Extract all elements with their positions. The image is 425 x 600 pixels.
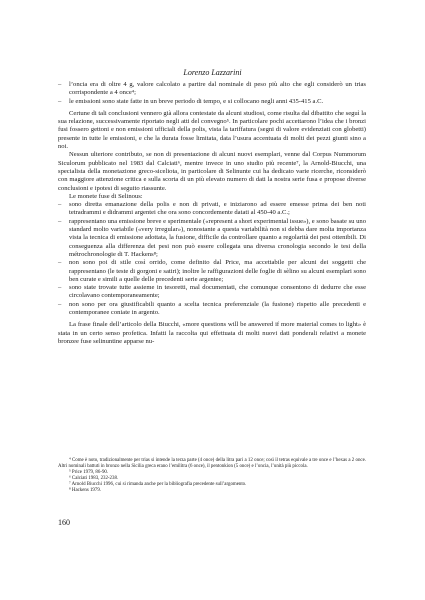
running-header-author: Lorenzo Lazzarini xyxy=(183,68,242,77)
footnote-7: ⁷ Arnold Biucchi 1996, cui si rimanda anche per la bibliografia precedente sull’argomento. xyxy=(69,482,247,488)
footnote-4: ⁴ Come è noto, tradizionalmente per trias si intende la terza parte (4 once) della litra pari a 12 once; così il tetras equivale a tre once e l’hexas a 2 once. Altri nominali battuti in bronzo nella Sicilia greca erano l’emilitra (6 once), il pentonkion (5 once) e l’oncia, l’unità più piccola. xyxy=(58,458,366,470)
paragraph-no-further-contribution: Nessun ulteriore contributo, se non di presentazione di alcuni nuovi esemplari, venne dal Corpus Nummorum Siculorum pubblicato nel 1983 dal Calciati⁶, mentre invece in uno studio più recente⁷, la Arnold-Biucchi, una specialista della monetazione greco-siceliota, in particolare di Selinunte cui ha dedicato varie ricerche, riconsiderò con maggiore attenzione critica e sulla scorta di un più elevato numero di dati la nostra serie fusa e propose diverse conclusioni e ipotesi di seguito riassunte. xyxy=(58,151,366,192)
footnotes xyxy=(58,458,366,495)
footnote-6: ⁶ Calciati 1983, 232-238. xyxy=(69,476,119,482)
body-text xyxy=(58,81,366,346)
footnote-5: ⁵ Price 1979, 86-90. xyxy=(69,470,109,476)
selinous-bullet-item: – sono state trovate tutte assieme in tesoretti, mal documentati, che comunque consentono di dedurre che esse circolavano contemporaneamente; xyxy=(58,284,366,301)
selinous-bullet-item: – non sono poi di stile così orrido, come definito dal Price, ma accettabile per alcuni dei soggetti che rappresentano (le teste di gorgoni e satiri); inoltre le raffigurazioni delle foglie di sèlino su alcuni esemplari sono ben curate e simili a quelle delle precedenti serie argentee; xyxy=(58,259,366,284)
selinous-bullet-item: – non sono per ora giustificabili quanto a scelta tecnica preferenziale (la fusione) rispetto alle precedenti e contemporanee coniate in argento. xyxy=(58,301,366,318)
selinous-bullet-item: – sono diretta emanazione della polis e non di privati, e iniziarono ad essere emesse prima dei ben noti tetradrammi e didrammi argentei che ora sono concordemente datati al 450-40 a.C.; xyxy=(58,201,366,218)
paragraph-final-phrase: La frase finale dell’articolo della Biucchi, «more questions will be answered if more material comes to light» è stata in un certo senso profetica. Infatti la raccolta qui effettuata di molti nuovi dati ponderali relativi a monete bronzee fuse selinuntine apparse nu- xyxy=(58,321,366,345)
intro-bullet-item: – l’oncia era di oltre 4 g, valore calcolato a partire dal nominale di peso più alto che egli considerò un trias corrispondente a 4 once⁴; xyxy=(58,81,366,98)
paragraph-selinous-intro: Le monete fuse di Selinous: xyxy=(69,192,143,200)
intro-bullet-list xyxy=(58,81,366,106)
selinous-bullet-item: – rappresentano una emissione breve e sperimentale («represent a short experimental issue»), e sono basate su uno standard molto variabile («very irregular»), nonostante a questa variabilità non si debba dare molta importanza vista la tecnica di emissione adottata, la fusione, difficile da controllare quanto a regolarità dei pesi ottenibili. Di conseguenza alla differenza dei pesi non può essere collegata una diversa cronologia secondo le tesi della métrochronologie di T. Hackens⁸; xyxy=(58,218,366,259)
intro-bullet-item: – le emissioni sono state fatte in un breve periodo di tempo, e si collocano negli anni 435-415 a.C. xyxy=(58,98,366,106)
selinous-bullet-list xyxy=(58,201,366,317)
page-number: 160 xyxy=(58,518,70,527)
footnote-8: ⁸ Hackens 1979. xyxy=(69,488,101,494)
paragraph-conclusions-contested: Certune di tali conclusioni vennero già allora contestate da alcuni studiosi, come risulta dal dibattito che seguì la sua relazione, successivamente riportato negli atti del convegno⁵. In particolare pochi accettarono l’idea che i bronzi fusi fossero gettoni e non emissioni ufficiali della polis, vista la tariffatura (segni di valore evidenziati con globetti) presente in tutte le emissioni, e che la durata fosse limitata, data l’usura accentuata di molti dei pezzi giunti sino a noi. xyxy=(58,109,366,151)
